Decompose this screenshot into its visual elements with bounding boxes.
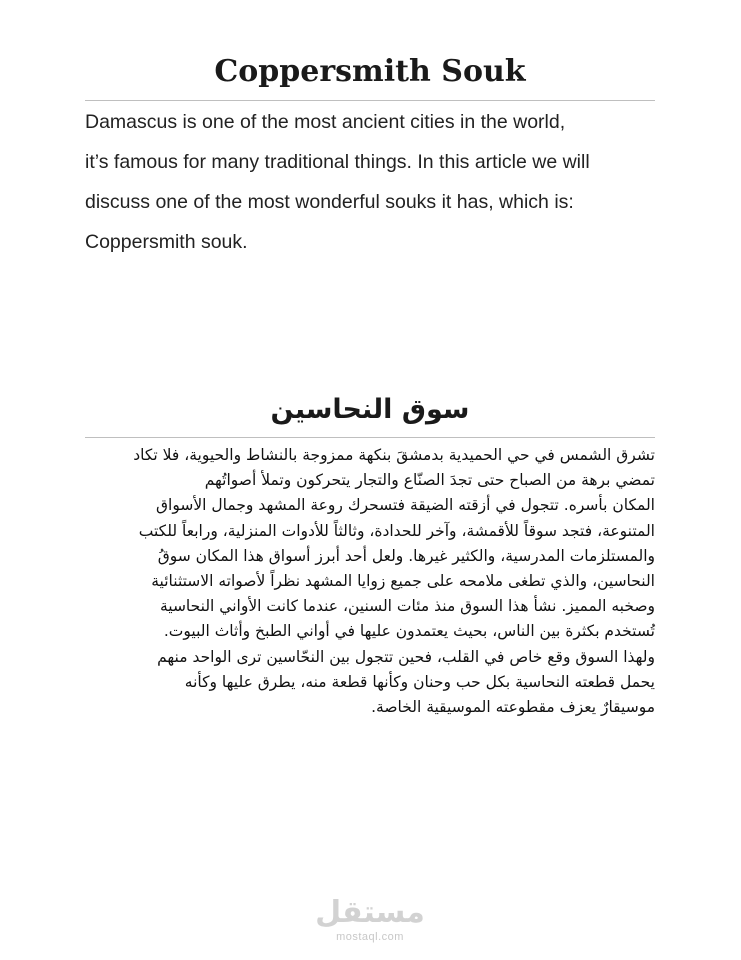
arabic-line: المتنوعة، فتجد سوقاً للأقمشة، وآخر للحدادة، وثالثاً للأدوات المنزلية، ورابعاً للكتب <box>138 521 655 540</box>
english-line: it’s famous for many traditional things. In this article we will <box>85 151 590 173</box>
arabic-title-divider <box>85 437 655 438</box>
arabic-line: تُستخدم بكثرة بين الناس، بحيث يعتمدون عليها في أواني الطبخ وأثاث البيوت. <box>163 622 655 641</box>
english-line: discuss one of the most wonderful souks it has, which is: <box>85 191 574 213</box>
arabic-line: يحمل قطعته النحاسية بكل حب وحنان وكأنها قطعة منه، يطرق عليها وكأنه <box>184 672 655 691</box>
arabic-paragraph <box>85 443 655 720</box>
english-paragraph <box>85 102 665 262</box>
english-title: Coppersmith Souk <box>214 54 526 89</box>
arabic-title: سوق النحاسين <box>270 394 470 425</box>
english-line: Coppersmith souk. <box>85 231 248 253</box>
watermark-latin-text: mostaql.com <box>336 931 404 943</box>
arabic-line: المكان بأسره. تتجول في أزقته الضيقة فتسحرك روعة المشهد وجمال الأسواق <box>156 496 655 515</box>
arabic-line: موسيقارٌ يعزف مقطوعته الموسيقية الخاصة. <box>371 698 655 717</box>
arabic-line: تشرق الشمس في حي الحميدية بدمشقَ بنكهة ممزوجة بالنشاط والحيوية، فلا تكاد <box>133 446 655 464</box>
arabic-line: ولهذا السوق وقع خاص في القلب، فحين تتجول بين النحّاسين ترى الواحد منهم <box>157 647 655 666</box>
arabic-line: النحاسين، والذي تطغى ملامحه على جميع زوايا المشهد نظراً لأصواته الاستثنائية <box>151 572 655 591</box>
watermark-arabic-text: مستقل <box>315 895 425 930</box>
mostaql-watermark-logo <box>310 895 430 950</box>
arabic-line: والمستلزمات المدرسية، والكثير غيرها. ولعل أحد أبرز أسواق هذا المكان سوقُ <box>157 546 655 565</box>
english-title-divider <box>85 100 655 101</box>
english-line: Damascus is one of the most ancient cities in the world, <box>85 111 566 133</box>
arabic-line: وصخبه المميز. نشأ هذا السوق منذ مئات السنين، عندما كانت الأواني النحاسية <box>159 597 655 616</box>
arabic-line: تمضي برهة من الصباح حتى تجدَ الصنّاع والتجار يتحركون وتملأ أصواتُهم <box>204 471 655 490</box>
